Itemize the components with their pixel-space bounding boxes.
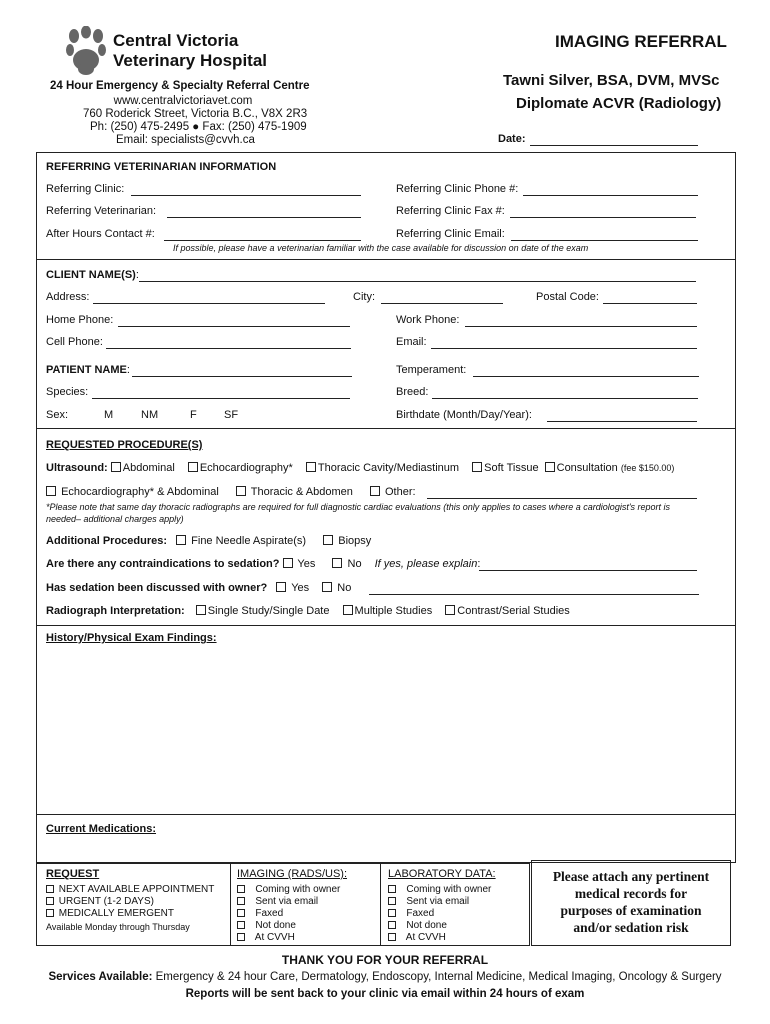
- home-phone-label: Home Phone:: [46, 314, 114, 326]
- hospital-website: www.centralvictoriavet.com: [113, 95, 253, 107]
- thank-you: THANK YOU FOR YOUR REFERRAL: [281, 953, 489, 967]
- contra-no-option[interactable]: No: [332, 558, 361, 570]
- address-label: Address:: [46, 291, 90, 303]
- hospital-phone-fax: Ph: (250) 475-2495 ● Fax: (250) 475-1909: [90, 121, 307, 133]
- fna-option[interactable]: Fine Needle Aspirate(s): [176, 535, 306, 547]
- referring-vet-label: Referring Veterinarian:: [46, 205, 157, 217]
- checkbox-icon[interactable]: [332, 558, 342, 568]
- lab-email[interactable]: Sent via email: [388, 896, 491, 908]
- ultrasound-row: [46, 462, 674, 474]
- radiograph-row: Radiograph Interpretation: Single Study/Single Date Multiple Studies Contrast/Serial Studies: [46, 605, 570, 617]
- request-list: [46, 884, 214, 933]
- request-title: REQUEST: [46, 868, 100, 880]
- reports-line: Reports will be sent back to your clinic via email within 24 hours of exam: [185, 988, 585, 1000]
- date-field[interactable]: [530, 135, 698, 146]
- checkbox-icon[interactable]: [236, 486, 246, 496]
- temperament-field[interactable]: [473, 366, 699, 377]
- checkbox-icon[interactable]: [46, 885, 54, 893]
- contraindications-row: Are there any contraindications to sedation? Yes No If yes, please explain:: [46, 558, 481, 570]
- checkbox-icon[interactable]: [445, 605, 455, 615]
- referring-clinic-fax-label: Referring Clinic Fax #:: [396, 205, 505, 217]
- us-echo-option[interactable]: Echocardiography*: [188, 462, 293, 474]
- imaging-not-done[interactable]: Not done: [237, 920, 340, 932]
- sex-option-f[interactable]: F: [190, 409, 197, 421]
- us-soft-tissue-option[interactable]: Soft Tissue: [472, 462, 538, 474]
- birthdate-label: Birthdate (Month/Day/Year):: [396, 409, 532, 421]
- checkbox-icon[interactable]: [46, 909, 54, 917]
- checkbox-icon[interactable]: [472, 462, 482, 472]
- referring-clinic-fax-field[interactable]: [510, 207, 696, 218]
- history-label: History/Physical Exam Findings:: [46, 632, 217, 644]
- checkbox-icon[interactable]: [323, 535, 333, 545]
- services-line: Services Available: Emergency & 24 hour Care, Dermatology, Endoscopy, Internal Medicine, Medical Imaging, Oncology & Surgery: [48, 971, 722, 983]
- checkbox-icon[interactable]: [388, 897, 396, 905]
- date-label: Date:: [498, 133, 526, 145]
- lab-title: LABORATORY DATA:: [388, 868, 496, 880]
- referring-clinic-phone-label: Referring Clinic Phone #:: [396, 183, 519, 195]
- species-label: Species:: [46, 386, 89, 398]
- checkbox-icon[interactable]: [111, 462, 121, 472]
- thoracic-abdomen-option[interactable]: Thoracic & Abdomen: [236, 486, 353, 498]
- sedation-no-option[interactable]: No: [322, 582, 351, 594]
- home-phone-field[interactable]: [118, 316, 350, 327]
- imaging-at-cvvh[interactable]: At CVVH: [237, 932, 340, 944]
- additional-procedures-row: Additional Procedures: Fine Needle Aspirate(s) Biopsy: [46, 535, 372, 547]
- patient-name-field[interactable]: [132, 366, 352, 377]
- cell-phone-label: Cell Phone:: [46, 336, 103, 348]
- us-consultation-option[interactable]: Consultation (fee $150.00): [545, 462, 675, 474]
- doctor-title: Diplomate ACVR (Radiology): [516, 95, 722, 112]
- city-label: City:: [353, 291, 375, 303]
- imaging-list: [237, 884, 340, 944]
- hospital-name-line2: Veterinary Hospital: [113, 51, 268, 70]
- client-names-label: CLIENT NAME(S):: [46, 269, 139, 281]
- imaging-email[interactable]: Sent via email: [237, 896, 340, 908]
- hospital-email: Email: specialists@cvvh.ca: [116, 134, 255, 146]
- referring-section-title: REFERRING VETERINARIAN INFORMATION: [46, 161, 277, 173]
- divider-procedures: [36, 428, 736, 429]
- checkbox-icon[interactable]: [237, 933, 245, 941]
- after-hours-label: After Hours Contact #:: [46, 228, 155, 240]
- rad-contrast-option[interactable]: Contrast/Serial Studies: [445, 605, 570, 617]
- referring-clinic-label: Referring Clinic:: [46, 183, 125, 195]
- work-phone-field[interactable]: [465, 316, 697, 327]
- paw-logo: [64, 26, 108, 76]
- sedation-notes-field[interactable]: [369, 584, 699, 595]
- address-field[interactable]: [93, 293, 325, 304]
- lab-not-done[interactable]: Not done: [388, 920, 491, 932]
- client-email-field[interactable]: [431, 338, 697, 349]
- client-names-field[interactable]: [139, 271, 696, 282]
- request-note: Available Monday through Thursday: [46, 922, 190, 932]
- breed-field[interactable]: [432, 388, 698, 399]
- checkbox-icon[interactable]: [306, 462, 316, 472]
- imaging-coming[interactable]: Coming with owner: [237, 884, 340, 896]
- checkbox-icon[interactable]: [370, 486, 380, 496]
- procedures-title: REQUESTED PROCEDURE(S): [46, 439, 203, 451]
- sex-option-sf[interactable]: SF: [224, 409, 239, 421]
- checkbox-icon[interactable]: [388, 885, 396, 893]
- divider-client: [36, 259, 736, 260]
- birthdate-field[interactable]: [547, 411, 697, 422]
- checkbox-icon[interactable]: [176, 535, 186, 545]
- checkbox-icon[interactable]: [283, 558, 293, 568]
- divider-medications: [36, 814, 736, 815]
- hospital-tagline: 24 Hour Emergency & Specialty Referral Centre: [50, 80, 310, 92]
- request-emergent[interactable]: MEDICALLY EMERGENT: [46, 908, 214, 920]
- breed-label: Breed:: [396, 386, 429, 398]
- us-abdominal-option[interactable]: Abdominal: [111, 462, 175, 474]
- rad-multiple-option[interactable]: Multiple Studies: [343, 605, 433, 617]
- checkbox-icon[interactable]: [237, 909, 245, 917]
- checkbox-icon[interactable]: [188, 462, 198, 472]
- sex-label: Sex:: [46, 409, 69, 421]
- checkbox-icon[interactable]: [196, 605, 206, 615]
- procedures-row2: [46, 486, 416, 498]
- postal-code-label: Postal Code:: [536, 291, 599, 303]
- imaging-title: IMAGING (RADS/US):: [237, 868, 348, 880]
- referring-clinic-phone-field[interactable]: [523, 185, 698, 196]
- history-textarea[interactable]: [40, 648, 732, 808]
- sedation-row: Has sedation been discussed with owner? Yes No: [46, 582, 352, 594]
- patient-name-label: PATIENT NAME:: [46, 364, 130, 376]
- medications-label: Current Medications:: [46, 823, 157, 835]
- sex-option-m[interactable]: M: [104, 409, 114, 421]
- lab-list: [388, 884, 491, 944]
- attach-text: Please attach any pertinent medical records for purposes of examination and/or sedation risk: [552, 869, 710, 935]
- echo-abdominal-option[interactable]: Echocardiography* & Abdominal: [46, 486, 219, 498]
- divider-history: [36, 625, 736, 626]
- species-field[interactable]: [92, 388, 350, 399]
- other-option[interactable]: Other:: [370, 486, 416, 498]
- checkbox-icon[interactable]: [545, 462, 555, 472]
- checkbox-icon[interactable]: [237, 897, 245, 905]
- referring-clinic-email-label: Referring Clinic Email:: [396, 228, 505, 240]
- lab-at-cvvh[interactable]: At CVVH: [388, 932, 491, 944]
- referring-note: If possible, please have a veterinarian familiar with the case available for discussion on date of the exam: [173, 243, 589, 253]
- city-field[interactable]: [381, 293, 503, 304]
- hospital-address: 760 Roderick Street, Victoria B.C., V8X 2R3: [83, 108, 308, 120]
- referring-clinic-field[interactable]: [131, 185, 361, 196]
- rad-single-option[interactable]: Single Study/Single Date: [196, 605, 330, 617]
- checkbox-icon[interactable]: [237, 921, 245, 929]
- checkbox-icon[interactable]: [46, 486, 56, 496]
- request-next-available[interactable]: NEXT AVAILABLE APPOINTMENT: [46, 884, 214, 896]
- postal-code-field[interactable]: [603, 293, 697, 304]
- checkbox-icon[interactable]: [237, 885, 245, 893]
- echo-note-line2: needed– additional charges apply): [46, 514, 184, 524]
- contra-yes-option[interactable]: Yes: [283, 558, 316, 570]
- imaging-faxed[interactable]: Faxed: [237, 908, 340, 920]
- checkbox-icon[interactable]: [343, 605, 353, 615]
- checkbox-icon[interactable]: [388, 909, 396, 917]
- referring-vet-field[interactable]: [167, 207, 361, 218]
- hospital-name-line1: Central Victoria: [113, 31, 239, 50]
- biopsy-option[interactable]: Biopsy: [323, 535, 371, 547]
- form-title: IMAGING REFERRAL: [555, 32, 727, 51]
- us-thoracic-option[interactable]: Thoracic Cavity/Mediastinum: [306, 462, 459, 474]
- medications-textarea[interactable]: [40, 838, 732, 860]
- client-email-label: Email:: [396, 336, 427, 348]
- after-hours-field[interactable]: [164, 230, 361, 241]
- checkbox-icon[interactable]: [388, 921, 396, 929]
- doctor-name: Tawni Silver, BSA, DVM, MVSc: [503, 72, 720, 89]
- contra-explain-field[interactable]: [479, 560, 697, 571]
- referring-clinic-email-field[interactable]: [511, 230, 698, 241]
- temperament-label: Temperament:: [396, 364, 467, 376]
- lab-coming[interactable]: Coming with owner: [388, 884, 491, 896]
- request-urgent[interactable]: URGENT (1-2 DAYS): [46, 896, 214, 908]
- checkbox-icon[interactable]: [46, 897, 54, 905]
- work-phone-label: Work Phone:: [396, 314, 460, 326]
- ultrasound-label: Ultrasound:: [46, 462, 108, 474]
- sex-option-nm[interactable]: NM: [141, 409, 159, 421]
- echo-note-line1: *Please note that same day thoracic radiographs are required for full diagnostic cardiac evaluations (this only applies to cases where a cardiologist's report is: [46, 502, 671, 512]
- checkbox-icon[interactable]: [388, 933, 396, 941]
- checkbox-icon[interactable]: [322, 582, 332, 592]
- sedation-yes-option[interactable]: Yes: [276, 582, 309, 594]
- other-procedure-field[interactable]: [427, 488, 697, 499]
- checkbox-icon[interactable]: [276, 582, 286, 592]
- cell-phone-field[interactable]: [106, 338, 351, 349]
- lab-faxed[interactable]: Faxed: [388, 908, 491, 920]
